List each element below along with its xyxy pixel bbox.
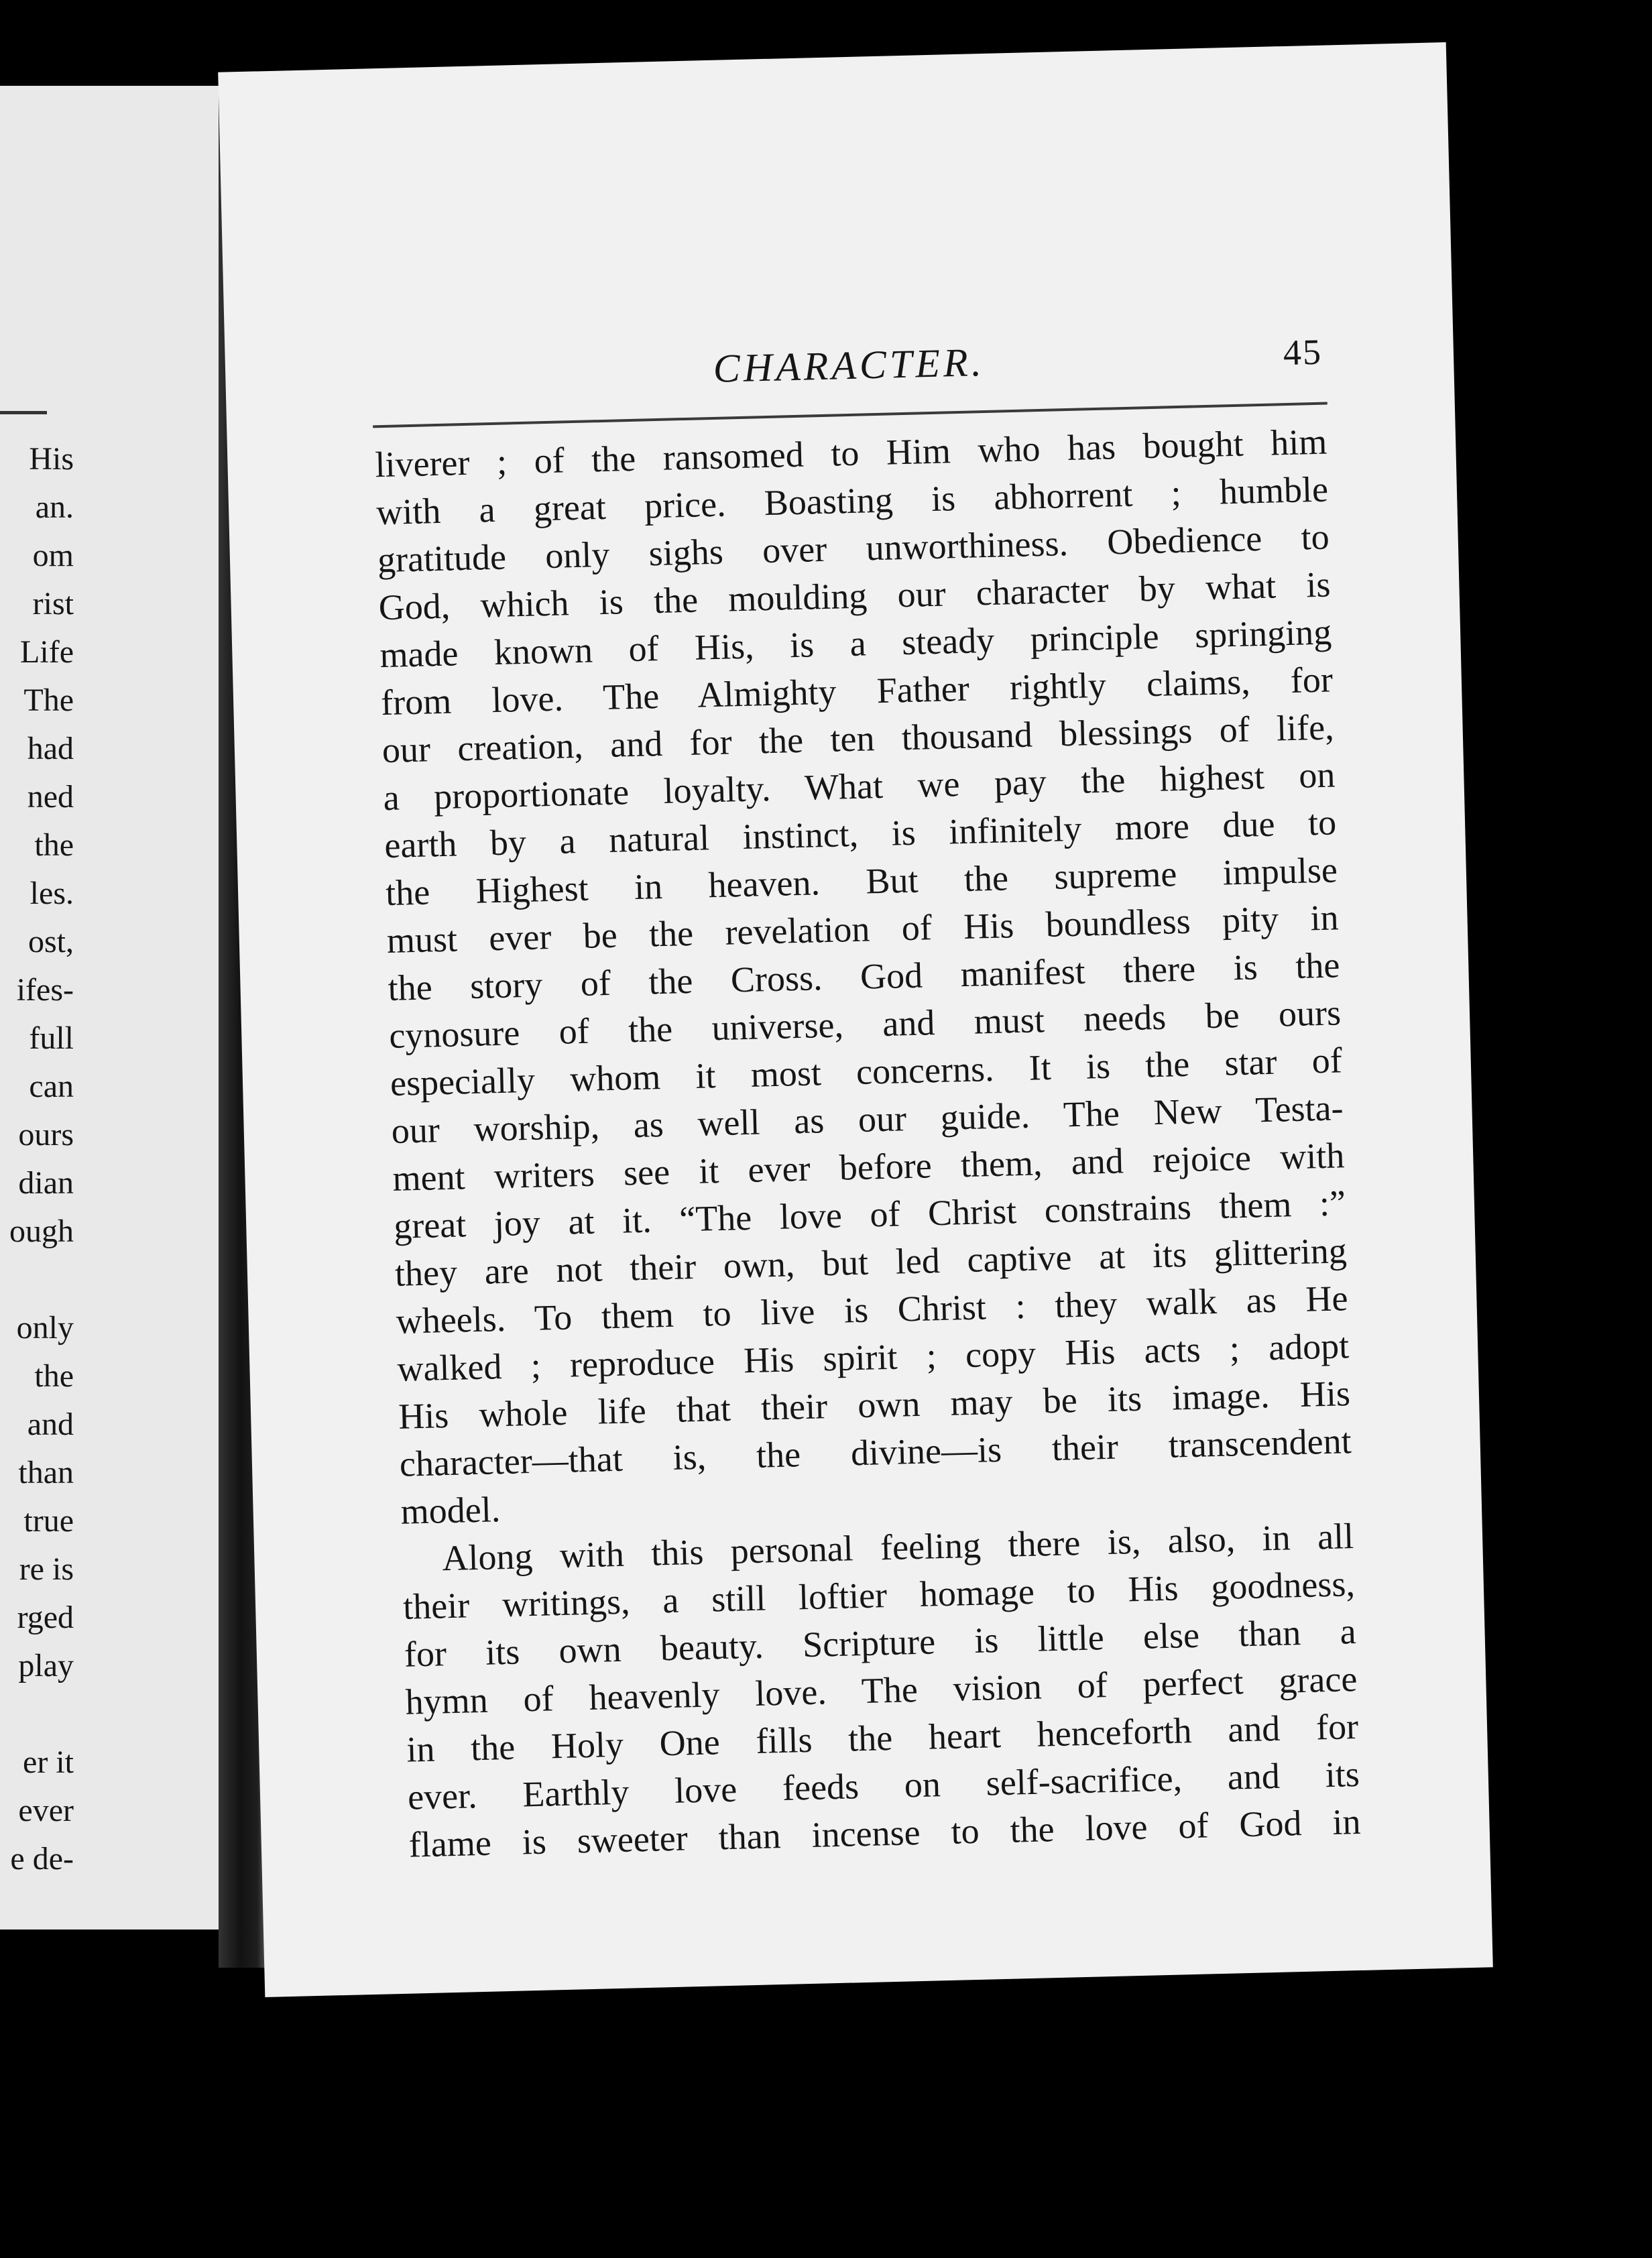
- page-number: 45: [1283, 331, 1323, 373]
- text-line: great joy at it. “The love of Christ constrains them :”: [393, 1183, 1346, 1246]
- facing-page-fragment: Life: [20, 634, 74, 670]
- page-title: CHARACTER.: [712, 340, 986, 391]
- text-line: a proportionate loyalty. What we pay the highest on: [382, 754, 1336, 819]
- facing-page-fragment: ifes-: [16, 972, 74, 1008]
- facing-page-fragment: om: [32, 538, 74, 573]
- facing-page-fragment: than: [18, 1455, 74, 1490]
- facing-page-fragment: play: [18, 1648, 74, 1683]
- facing-page-rule: [0, 411, 47, 414]
- text-line: ment writers see it ever before them, and rejoice with: [392, 1135, 1345, 1199]
- text-line: their writings, a still loftier homage to His goodness,: [402, 1563, 1356, 1627]
- text-line: character—that is, the divine—is their transcendent: [399, 1421, 1352, 1484]
- text-line: wheels. To them to live is Christ : they walk as He: [396, 1278, 1349, 1342]
- facing-page: [0, 86, 225, 1929]
- facing-page-fragment: dian: [18, 1165, 74, 1201]
- facing-page-fragment: rist: [32, 586, 74, 621]
- text-line: God, which is the moulding our character by what is: [378, 564, 1332, 628]
- text-line: our worship, as well as our guide. The New Testa-: [391, 1087, 1344, 1151]
- text-line: walked ; reproduce His spirit ; copy His acts ; adopt: [396, 1325, 1350, 1389]
- text-line: His whole life that their own may be its image. His: [398, 1373, 1351, 1437]
- text-line: the Highest in heaven. But the supreme impulse: [385, 849, 1338, 914]
- facing-page-fragment: had: [27, 731, 74, 766]
- facing-page-fragment: e de-: [10, 1841, 74, 1877]
- facing-page-fragment: the: [34, 1358, 74, 1394]
- facing-page-fragment: an.: [35, 489, 74, 525]
- text-line: earth by a natural instinct, is infinitely more due to: [384, 802, 1337, 866]
- text-line: ever. Earthly love feeds on self-sacrifice, and its: [407, 1753, 1360, 1818]
- facing-page-fragment: les.: [30, 876, 74, 911]
- facing-page-fragment: The: [23, 682, 74, 718]
- text-line: gratitude only sighs over unworthiness. Obedience to: [377, 516, 1330, 581]
- facing-page-fragment: ough: [9, 1213, 74, 1249]
- text-line: cynosure of the universe, and must needs be ours: [388, 992, 1342, 1056]
- text-line: the story of the Cross. God manifest there is the: [387, 945, 1340, 1009]
- facing-page-fragment: ever: [18, 1793, 74, 1828]
- book-page: [218, 42, 1493, 1997]
- running-head: [372, 326, 1325, 410]
- facing-page-fragment: and: [27, 1407, 74, 1442]
- facing-page-fragment: full: [29, 1020, 74, 1056]
- facing-page-fragment: the: [34, 827, 74, 863]
- text-line: model.: [400, 1489, 501, 1532]
- text-line: especially whom it most concerns. It is the star of: [390, 1040, 1343, 1104]
- facing-page-fragment: ours: [18, 1117, 74, 1152]
- text-line: must ever be the revelation of His boundless pity in: [386, 897, 1340, 961]
- text-line: they are not their own, but led captive at its glittering: [394, 1230, 1348, 1294]
- text-line: from love. The Almighty Father rightly claims, for: [380, 659, 1334, 723]
- facing-page-fragment: can: [29, 1069, 74, 1104]
- text-line: liverer ; of the ransomed to Him who has bought him: [374, 421, 1328, 485]
- text-line: in the Holy One fills the heart henceforth and for: [406, 1706, 1359, 1770]
- facing-page-fragment: ost,: [27, 924, 74, 959]
- text-line: our creation, and for the ten thousand blessings of life,: [381, 707, 1335, 771]
- facing-page-fragment: true: [23, 1503, 74, 1539]
- text-line: Along with this personal feeling there is, also, in all: [441, 1516, 1354, 1579]
- text-line: for its own beauty. Scripture is little else than a: [404, 1611, 1357, 1675]
- facing-page-fragment: re is: [19, 1551, 74, 1587]
- facing-page-fragment: er it: [23, 1744, 74, 1780]
- text-line: flame is sweeter than incense to the love of God in: [408, 1801, 1362, 1865]
- text-line: made known of His, is a steady principle springing: [379, 611, 1332, 676]
- text-line: with a great price. Boasting is abhorrent ; humble: [375, 469, 1329, 533]
- text-line: hymn of heavenly love. The vision of perfect grace: [404, 1659, 1358, 1722]
- facing-page-fragment: His: [29, 441, 74, 477]
- facing-page-fragment: only: [16, 1310, 74, 1346]
- facing-page-fragment: rged: [17, 1600, 74, 1635]
- body-text: [375, 418, 1362, 1869]
- facing-page-fragment: ned: [27, 779, 74, 815]
